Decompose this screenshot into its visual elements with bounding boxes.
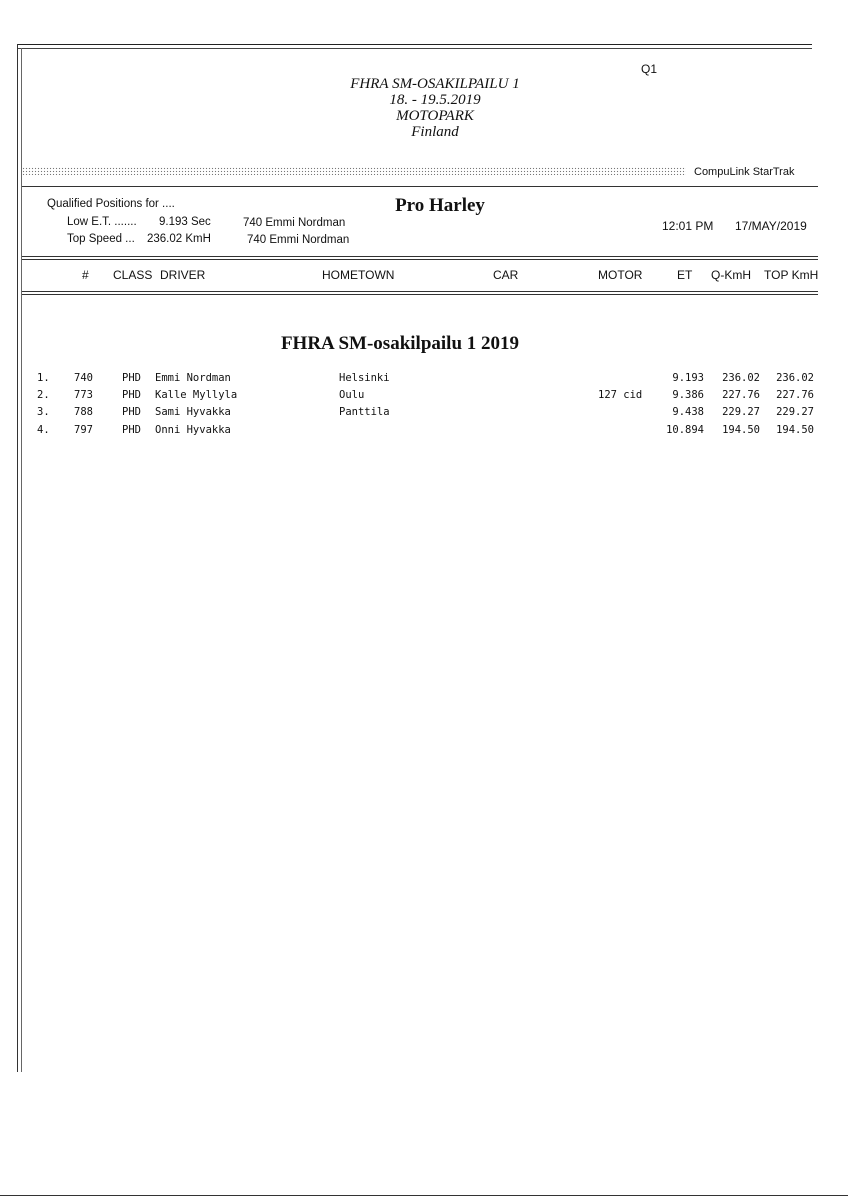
frame-top-rule-inner — [18, 48, 812, 49]
result-top-kmh: 227.76 — [776, 389, 814, 401]
low-et-driver: 740 Emmi Nordman — [243, 217, 346, 229]
result-driver: Emmi Nordman — [155, 372, 231, 384]
result-et: 9.193 — [672, 372, 704, 384]
result-et: 10.894 — [666, 424, 704, 436]
result-position: 1. — [37, 372, 50, 384]
frame-top-rule — [18, 44, 812, 45]
result-position: 4. — [37, 424, 50, 436]
col-header-class: CLASS — [113, 268, 153, 282]
result-hometown: Oulu — [339, 389, 365, 401]
page-bottom-rule — [0, 1195, 848, 1196]
table-header-bottom-rule-2 — [22, 294, 818, 295]
result-class: PHD — [122, 424, 141, 436]
result-driver: Onni Hyvakka — [155, 424, 231, 436]
event-dates: 18. - 19.5.2019 — [389, 92, 481, 108]
low-et-value: 9.193 Sec — [159, 216, 211, 228]
result-position: 2. — [37, 389, 50, 401]
result-car-number: 773 — [74, 389, 93, 401]
result-row — [0, 372, 848, 389]
result-position: 3. — [37, 406, 50, 418]
table-header-top-rule-2 — [22, 259, 818, 260]
result-et: 9.438 — [672, 406, 704, 418]
event-name: FHRA SM-OSAKILPAILU 1 — [350, 76, 520, 92]
result-q-kmh: 194.50 — [722, 424, 760, 436]
col-header-motor: MOTOR — [598, 268, 643, 282]
result-row — [0, 406, 848, 423]
result-car-number: 740 — [74, 372, 93, 384]
vendor-label: CompuLink StarTrak — [694, 166, 795, 178]
table-header-top-rule — [22, 256, 818, 257]
result-car-number: 788 — [74, 406, 93, 418]
event-title-block — [300, 76, 570, 140]
result-row — [0, 424, 848, 441]
report-time: 12:01 PM — [662, 219, 714, 233]
result-et: 9.386 — [672, 389, 704, 401]
race-title: FHRA SM-osakilpailu 1 2019 — [280, 333, 520, 354]
result-q-kmh: 236.02 — [722, 372, 760, 384]
qualified-label: Qualified Positions for .... — [47, 198, 175, 210]
event-country: Finland — [411, 124, 459, 140]
col-header-top-kmh: TOP KmH — [764, 268, 819, 282]
result-top-kmh: 236.02 — [776, 372, 814, 384]
low-et-label: Low E.T. ....... — [67, 216, 137, 228]
result-q-kmh: 229.27 — [722, 406, 760, 418]
session-code: Q1 — [641, 62, 658, 76]
result-top-kmh: 194.50 — [776, 424, 814, 436]
col-header-car: CAR — [493, 268, 519, 282]
result-class: PHD — [122, 406, 141, 418]
top-speed-label: Top Speed ... — [67, 233, 135, 245]
stipple-band — [22, 167, 686, 175]
class-title: Pro Harley — [395, 195, 485, 216]
result-row — [0, 389, 848, 406]
frame-left-rule-inner — [21, 48, 22, 1072]
col-header-q-kmh: Q-KmH — [711, 268, 751, 282]
top-speed-driver: 740 Emmi Nordman — [247, 234, 350, 246]
frame-left-rule — [17, 44, 18, 1072]
result-hometown: Panttila — [339, 406, 390, 418]
header-separator — [22, 186, 818, 187]
col-header-et: ET — [677, 268, 693, 282]
result-hometown: Helsinki — [339, 372, 390, 384]
result-class: PHD — [122, 389, 141, 401]
table-header-bottom-rule — [22, 291, 818, 292]
col-header-num: # — [82, 268, 89, 282]
result-driver: Sami Hyvakka — [155, 406, 231, 418]
result-q-kmh: 227.76 — [722, 389, 760, 401]
top-speed-value: 236.02 KmH — [147, 233, 211, 245]
event-venue: MOTOPARK — [396, 108, 474, 124]
report-date: 17/MAY/2019 — [735, 219, 807, 233]
result-top-kmh: 229.27 — [776, 406, 814, 418]
result-car-number: 797 — [74, 424, 93, 436]
col-header-driver: DRIVER — [160, 268, 206, 282]
result-driver: Kalle Myllyla — [155, 389, 238, 401]
result-motor: 127 cid — [598, 389, 643, 401]
result-class: PHD — [122, 372, 141, 384]
col-header-hometown: HOMETOWN — [322, 268, 395, 282]
